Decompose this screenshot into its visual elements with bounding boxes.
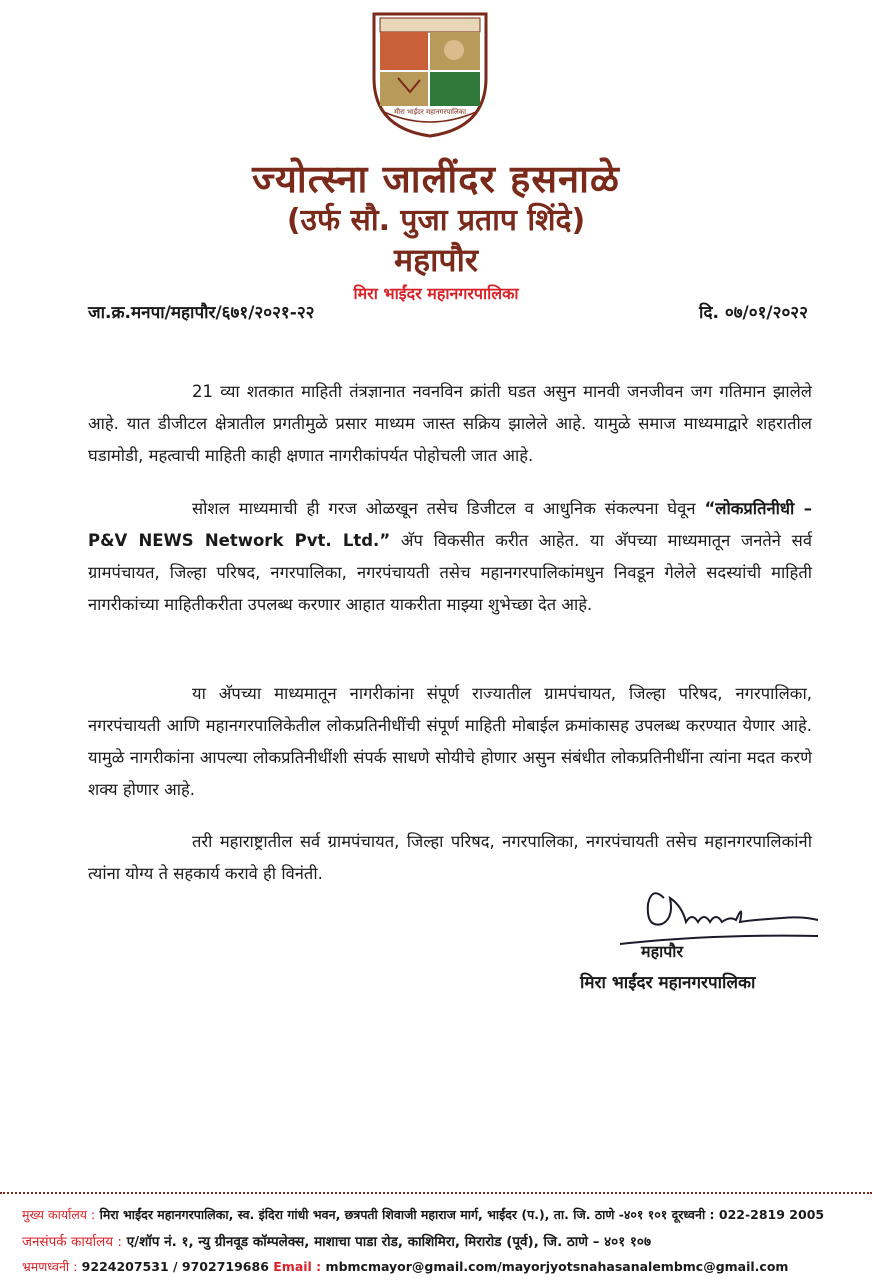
footer-main-office (22, 1206, 824, 1223)
pr-office-address: ए/शॉप नं. १, न्यु ग्रीनवूड कॉम्पलेक्स, माशाचा पाडा रोड, काशिमिरा, मिरारोड (पूर्व), जि. ठाणे – ४०१ १०७ (126, 1234, 651, 1250)
paragraph-2-intro: सोशल माध्यमाची ही गरज ओळखून तसेच डिजीटल व आधुनिक संकल्पना घेवून (192, 499, 696, 518)
pr-office-label: जनसंपर्क कार्यालय : (22, 1234, 122, 1250)
app-name: “लोकप्रतिनीधी – P&V NEWS Network Pvt. Ltd.” (88, 499, 813, 550)
mayor-designation: महापौर (394, 241, 478, 279)
reference-number: जा.क्र.मनपा/महापौर/६७१/२०२१-२२ (88, 303, 315, 323)
body-paragraph-3: या अ‍ॅपच्या माध्यमातून नागरीकांना संपूर्ण राज्यातील ग्रामपंचायत, जिल्हा परिषद, नगरपालिका, नगरपंचायती आणि महानगरपालिकेतील लोकप्रतिनीधींची संपूर्ण माहिती मोबाईल क्रमांकासह उपलब्ध करण्यात येणार आहे. यामुळे नागरीकांना आपल्या लोकप्रतिनीधींशी संपर्क साधणे सोयीचे होणार असुन संबंधीत लोकप्रतिनीधींना त्यांना मदत करणे शक्य होणार आहे. (88, 684, 812, 799)
email-label: Email : (273, 1259, 322, 1274)
letter-date: दि. ०७/०१/२०२२ (699, 303, 808, 323)
mayor-alias: (उर्फ सौ. पुजा प्रताप शिंदे) (286, 203, 586, 238)
municipal-emblem (368, 8, 492, 140)
organization-name: मिरा भाईंदर महानगरपालिका (353, 284, 519, 303)
body-paragraph-4: तरी महाराष्ट्रातील सर्व ग्रामपंचायत, जिल्हा परिषद, नगरपालिका, नगरपंचायती तसेच महानगरपालिकांनी त्यांना योग्य ते सहकार्य करावे ही विनंती. (88, 832, 812, 883)
footer-pr-office (22, 1232, 651, 1250)
mobile-numbers: 9224207531 / 9702719686 (81, 1259, 269, 1274)
mobile-label: भ्रमणध्वनी : (22, 1259, 78, 1274)
email-address[interactable]: mbmcmayor@gmail.com/mayorjyotsnahasanalembmc@gmail.com (325, 1259, 789, 1274)
main-office-address: मिरा भाईंदर महानगरपालिका, स्व. इंदिरा गांधी भवन, छत्रपती शिवाजी महाराज मार्ग, भाईंदर (प.), ता. जि. ठाणे -४०१ १०१ दूरध्वनी : 022-2819 2005 (99, 1207, 825, 1222)
mayor-name: ज्योत्स्ना जालींदर हसनाळे (252, 157, 620, 201)
signatory-title: महापौर (641, 942, 683, 961)
emblem-caption: मीरा भाईंदर महानगरपालिका (394, 108, 466, 116)
paragraph-2-rest: अ‍ॅप विकसीत करीत आहेत. या अ‍ॅपच्या माध्यमातून जनतेने सर्व ग्रामपंचायत, जिल्हा परिषद, नगरपालिका, नगरपंचायती तसेच महानगरपालिकांमधुन निवडून गेलेले सदस्यांची माहिती नागरीकांच्या माहितीकरीता उपलब्ध करणार आहात याकरीता माझ्या शुभेच्छा देत आहे. (88, 531, 812, 614)
body-paragraph-1: 21 व्या शतकात माहिती तंत्रज्ञानात नवनविन क्रांती घडत असुन मानवी जनजीवन जग गतिमान झालेले आहे. यात डीजीटल क्षेत्रातील प्रगतीमुळे प्रसार माध्यम जास्त सक्रिय झालेले आहे. यामुळे समाज माध्यमाद्वारे शहरातील घडामोडी, महत्वाची माहिती काही क्षणात नागरीकांपर्यत पोहोचली जात आहे. (88, 382, 812, 465)
footer-divider (0, 1192, 872, 1194)
signatory-organization: मिरा भाईंदर महानगरपालिका (580, 973, 756, 993)
footer-contact (22, 1258, 788, 1275)
main-office-label: मुख्य कार्यालय : (22, 1207, 96, 1222)
body-paragraph-2 (88, 493, 812, 621)
